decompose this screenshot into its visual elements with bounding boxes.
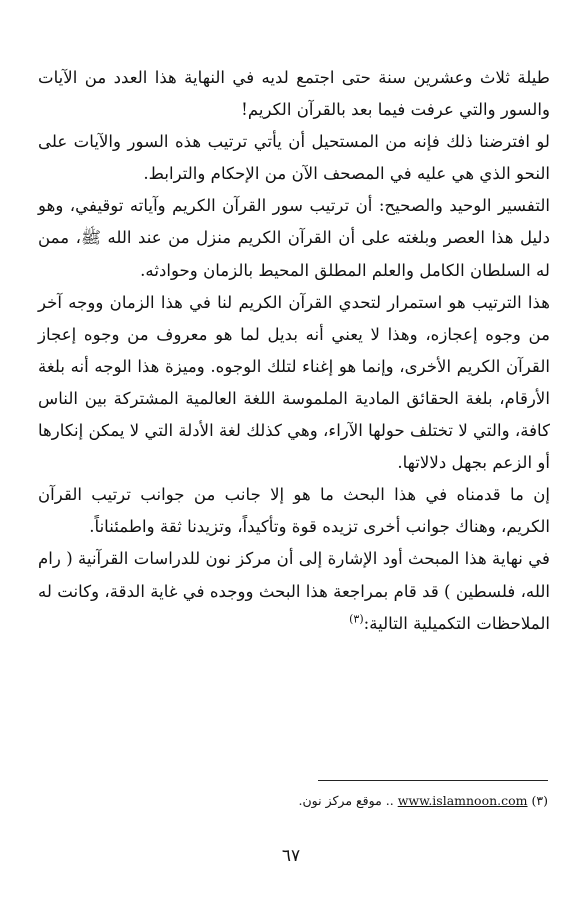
page-number: ٦٧ xyxy=(281,846,301,866)
paragraph-text: في نهاية هذا المبحث أود الإشارة إلى أن مركز نون للدراسات القرآنية ( رام الله، فلسطين ) قد قام بمراجعة هذا البحث ووجده في غاية الدقة، وكانت له الملاحظات التكميلية التالية: xyxy=(38,549,550,633)
footnote-reference[interactable]: (٣) xyxy=(349,612,364,626)
paragraph: لو افترضنا ذلك فإنه من المستحيل أن يأتي ترتيب هذه السور والآيات على النحو الذي هي عليه في المصحف الآن من الإحكام والترابط. xyxy=(38,132,550,184)
footnote xyxy=(250,792,548,810)
footnote-text: موقع مركز نون. xyxy=(298,793,382,808)
paragraph xyxy=(38,543,550,639)
paragraph: التفسير الوحيد والصحيح: أن ترتيب سور القرآن الكريم وآياته توقيفي، وهو دليل هذا العصر وبلغته على أن القرآن الكريم منزل من عند الله ﷺ، ممن له السلطان الكامل والعلم المطلق المحيط بالزمان وحوادثه. xyxy=(38,196,550,280)
footnote-link[interactable]: www.islamnoon.com xyxy=(397,793,528,808)
paragraph: إن ما قدمناه في هذا البحث ما هو إلا جانب من جوانب ترتيب القرآن الكريم، وهناك جوانب أخرى تزيده قوة وتأكيداً، وتزيدنا ثقة واطمئناناً. xyxy=(38,485,550,537)
paragraph: هذا الترتيب هو استمرار لتحدي القرآن الكريم لنا في هذا الزمان ووجه آخر من وجوه إعجازه، وهذا لا يعني أنه بديل لما هو معروف من وجوه إعجاز القرآن الكريم الأخرى، وإنما هو إغناء لتلك الوجوه. وميزة هذا الوجه أنه بلغة الأرقام، بلغة الحقائق المادية الملموسة اللغة العالمية المشتركة بين الناس كافة، والتي لا تختلف حولها الآراء، وهي كذلك لغة الأدلة التي لا يمكن إنكارها أو الزعم بجهل دلالاتها. xyxy=(37,292,550,473)
body-text xyxy=(38,62,550,640)
paragraph: طيلة ثلاث وعشرين سنة حتى اجتمع لديه في النهاية هذا العدد من الآيات والسور والتي عرفت فيما بعد بالقرآن الكريم! xyxy=(38,68,550,120)
footnote-separator: .. xyxy=(385,793,394,808)
footnote-divider xyxy=(318,780,548,781)
footnote-number: (٣) xyxy=(531,793,548,808)
